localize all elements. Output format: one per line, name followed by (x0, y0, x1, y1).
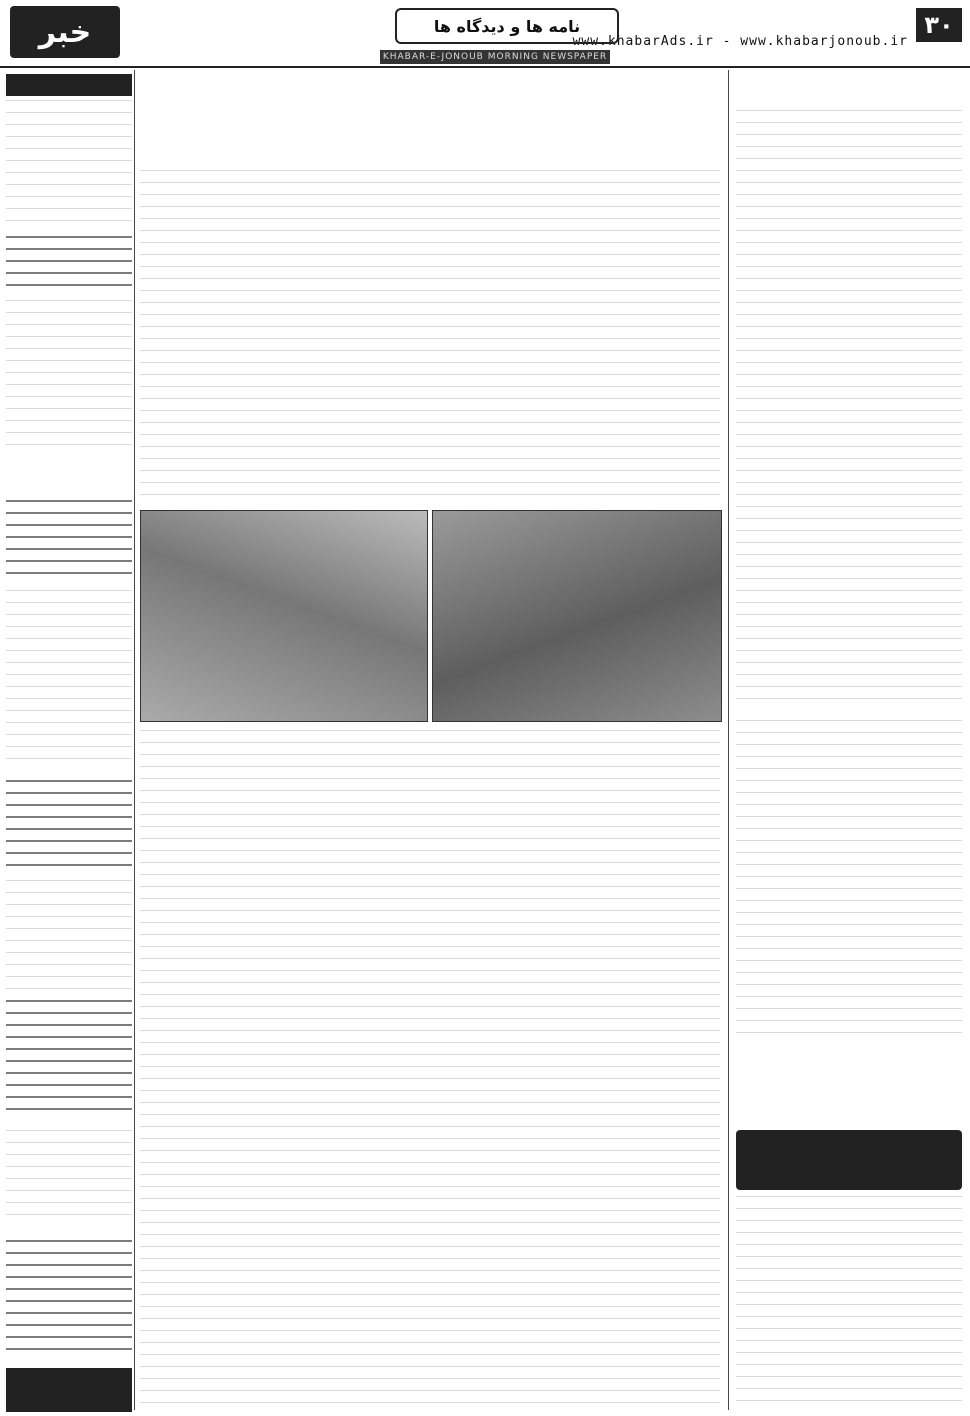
article-photo-right (432, 510, 722, 722)
sms-item-bold (6, 780, 132, 870)
sms-item (6, 880, 132, 990)
sms-item (6, 300, 132, 450)
sms-item-bold (6, 1240, 132, 1360)
page-number: ۳۰ (916, 8, 962, 42)
sms-item-bold (6, 236, 132, 296)
column-divider (728, 70, 729, 1410)
opinion-body-2 (736, 720, 962, 1040)
sms-column-title (6, 74, 132, 96)
newspaper-logo: خبر (10, 6, 120, 58)
opinion-body (736, 110, 962, 710)
site-url[interactable]: www.khabarAds.ir - www.khabarjonoub.ir (572, 34, 908, 49)
article-photo-left (140, 510, 428, 722)
sms-item (6, 100, 132, 230)
sms-item-bold (6, 500, 132, 580)
column-divider-left (134, 70, 135, 1410)
notice-body (736, 1196, 962, 1410)
main-article-body-2 (140, 730, 720, 1410)
main-article-body (140, 170, 720, 500)
sms-service-box (6, 1368, 132, 1412)
sms-item (6, 590, 132, 770)
masthead-english: KHABAR-E-JONOUB MORNING NEWSPAPER (380, 50, 610, 64)
notice-box (736, 1130, 962, 1190)
sms-item (6, 1130, 132, 1220)
section-title: نامه ها و دیدگاه ها (395, 8, 619, 44)
sms-item-bold (6, 1000, 132, 1120)
